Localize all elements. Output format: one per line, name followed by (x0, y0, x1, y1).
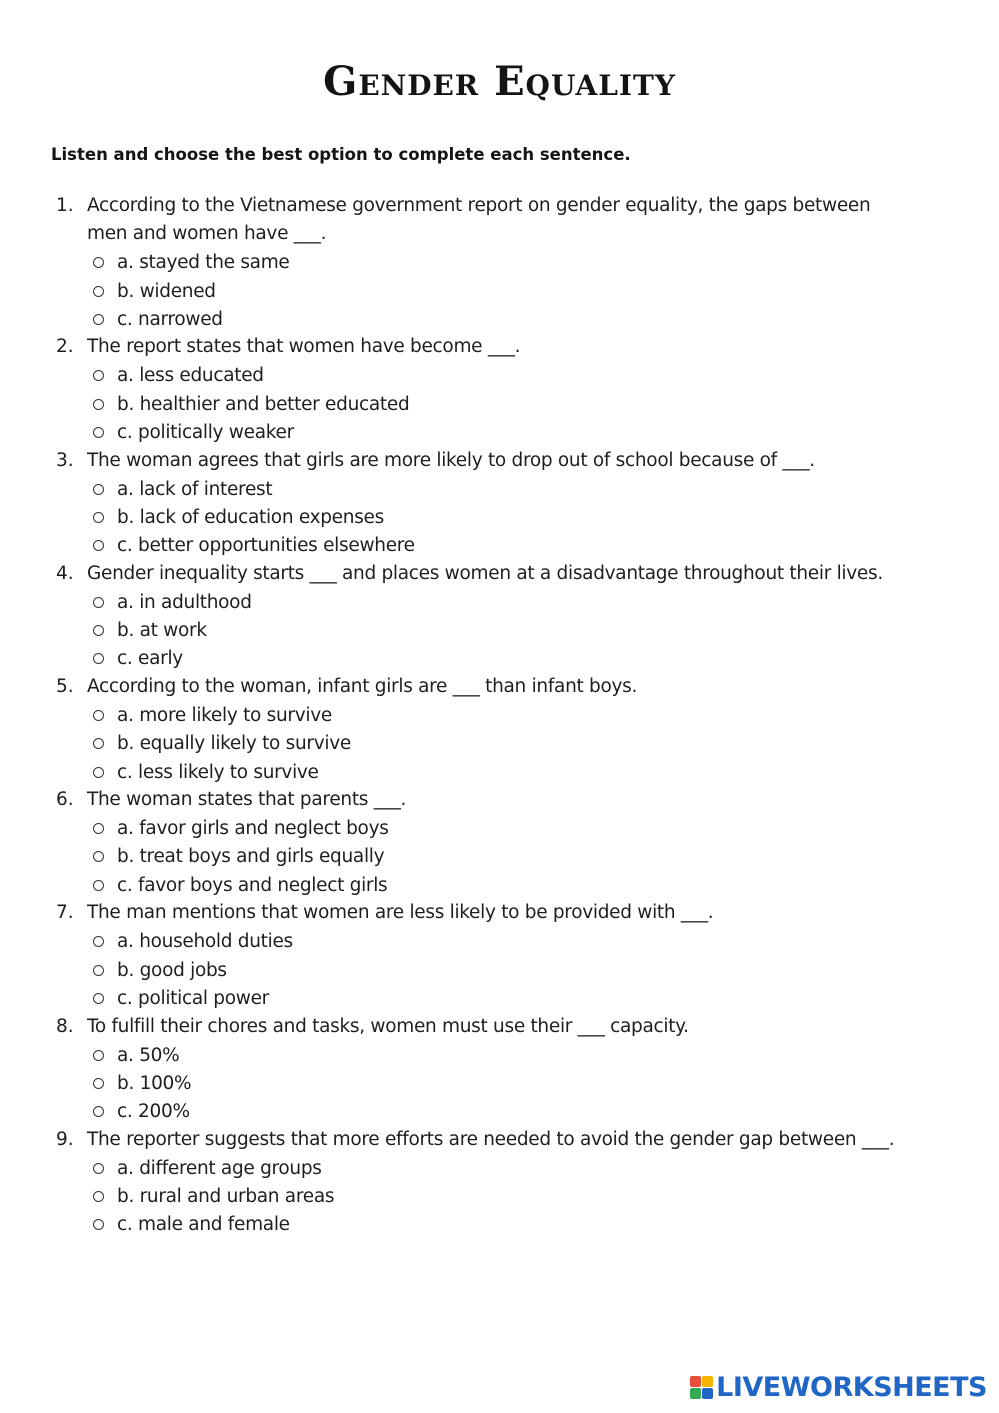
logo-tile (690, 1376, 701, 1387)
radio-circle-icon[interactable] (93, 1050, 104, 1061)
radio-circle-icon[interactable] (93, 257, 104, 268)
option-1a[interactable]: a. stayed the same (51, 249, 961, 277)
option-9b[interactable]: b. rural and urban areas (51, 1182, 961, 1210)
option-5c[interactable]: c. less likely to survive (51, 758, 961, 786)
question-text: Gender inequality starts ___ and places women at a disadvantage throughout their lives. (87, 562, 883, 584)
radio-circle-icon[interactable] (93, 965, 104, 976)
option-8a[interactable]: a. 50% (51, 1041, 961, 1069)
radio-circle-icon[interactable] (93, 993, 104, 1004)
question-5 (51, 673, 961, 786)
radio-circle-icon[interactable] (93, 767, 104, 778)
question-text: The reporter suggests that more efforts are needed to avoid the gender gap between ___. (87, 1128, 895, 1150)
option-2c[interactable]: c. politically weaker (51, 418, 961, 446)
radio-circle-icon[interactable] (93, 851, 104, 862)
liveworksheets-logo-icon (690, 1376, 714, 1400)
radio-circle-icon[interactable] (93, 738, 104, 749)
radio-circle-icon[interactable] (93, 710, 104, 721)
question-6 (51, 786, 961, 899)
radio-circle-icon[interactable] (93, 484, 104, 495)
liveworksheets-logo (690, 1372, 987, 1403)
option-3c[interactable]: c. better opportunities elsewhere (51, 532, 961, 560)
radio-circle-icon[interactable] (93, 427, 104, 438)
radio-circle-icon[interactable] (93, 314, 104, 325)
logo-tile (690, 1388, 701, 1399)
question-number: 1. (56, 195, 74, 216)
logo-tile (702, 1376, 713, 1387)
radio-circle-icon[interactable] (93, 823, 104, 834)
question-8 (51, 1013, 961, 1126)
option-2b[interactable]: b. healthier and better educated (51, 390, 961, 418)
option-9a[interactable]: a. different age groups (51, 1154, 961, 1182)
radio-circle-icon[interactable] (93, 1106, 104, 1117)
option-4c[interactable]: c. early (51, 645, 961, 673)
logo-tile (702, 1388, 713, 1399)
radio-circle-icon[interactable] (93, 936, 104, 947)
question-7 (51, 899, 961, 1012)
option-5b[interactable]: b. equally likely to survive (51, 730, 961, 758)
radio-circle-icon[interactable] (93, 399, 104, 410)
option-5a[interactable]: a. more likely to survive (51, 701, 961, 729)
radio-circle-icon[interactable] (93, 653, 104, 664)
option-6c[interactable]: c. favor boys and neglect girls (51, 871, 961, 899)
question-text: The report states that women have become ___. (87, 336, 521, 358)
option-6a[interactable]: a. favor girls and neglect boys (51, 815, 961, 843)
radio-circle-icon[interactable] (93, 540, 104, 551)
option-7a[interactable]: a. household duties (51, 928, 961, 956)
option-3b[interactable]: b. lack of education expenses (51, 503, 961, 531)
option-1b[interactable]: b. widened (51, 277, 961, 305)
option-9c[interactable]: c. male and female (51, 1211, 961, 1239)
question-1 (51, 192, 961, 333)
option-2a[interactable]: a. less educated (51, 362, 961, 390)
radio-circle-icon[interactable] (93, 1163, 104, 1174)
option-7c[interactable]: c. political power (51, 984, 961, 1012)
question-9 (51, 1126, 961, 1239)
question-list (51, 192, 961, 1239)
radio-circle-icon[interactable] (93, 1078, 104, 1089)
question-text: To fulfill their chores and tasks, women must use their ___ capacity. (87, 1015, 689, 1037)
question-3 (51, 447, 961, 560)
question-4 (51, 560, 961, 673)
question-number: 6. (56, 789, 74, 811)
question-text: The man mentions that women are less likely to be provided with ___. (87, 902, 714, 924)
question-text: The woman states that parents ___. (87, 789, 407, 811)
option-1c[interactable]: c. narrowed (51, 305, 961, 333)
radio-circle-icon[interactable] (93, 880, 104, 891)
option-7b[interactable]: b. good jobs (51, 956, 961, 984)
question-text: The woman agrees that girls are more likely to drop out of school because of ___. (87, 449, 815, 471)
question-number: 8. (56, 1015, 74, 1037)
option-6b[interactable]: b. treat boys and girls equally (51, 843, 961, 871)
question-2 (51, 333, 961, 446)
radio-circle-icon[interactable] (93, 625, 104, 636)
radio-circle-icon[interactable] (93, 286, 104, 297)
instructions: Listen and choose the best option to complete each sentence. (51, 145, 631, 164)
radio-circle-icon[interactable] (93, 512, 104, 523)
question-number: 9. (56, 1128, 74, 1150)
radio-circle-icon[interactable] (93, 1191, 104, 1202)
option-8c[interactable]: c. 200% (51, 1098, 961, 1126)
radio-circle-icon[interactable] (93, 597, 104, 608)
option-3a[interactable]: a. lack of interest (51, 475, 961, 503)
question-number: 4. (56, 562, 74, 584)
page-title: Gender Equality (323, 58, 676, 105)
question-number: 2. (56, 336, 74, 358)
question-text: According to the Vietnamese government report on gender equality, the gaps between men and women have ___. (87, 195, 871, 245)
question-number: 7. (56, 902, 74, 924)
radio-circle-icon[interactable] (93, 1219, 104, 1230)
option-4b[interactable]: b. at work (51, 616, 961, 644)
radio-circle-icon[interactable] (93, 370, 104, 381)
question-text: According to the woman, infant girls are ___ than infant boys. (87, 676, 638, 698)
question-number: 3. (56, 449, 74, 471)
option-4a[interactable]: a. in adulthood (51, 588, 961, 616)
logo-text: LIVEWORKSHEETS (716, 1372, 987, 1403)
question-number: 5. (56, 676, 74, 698)
option-8b[interactable]: b. 100% (51, 1069, 961, 1097)
